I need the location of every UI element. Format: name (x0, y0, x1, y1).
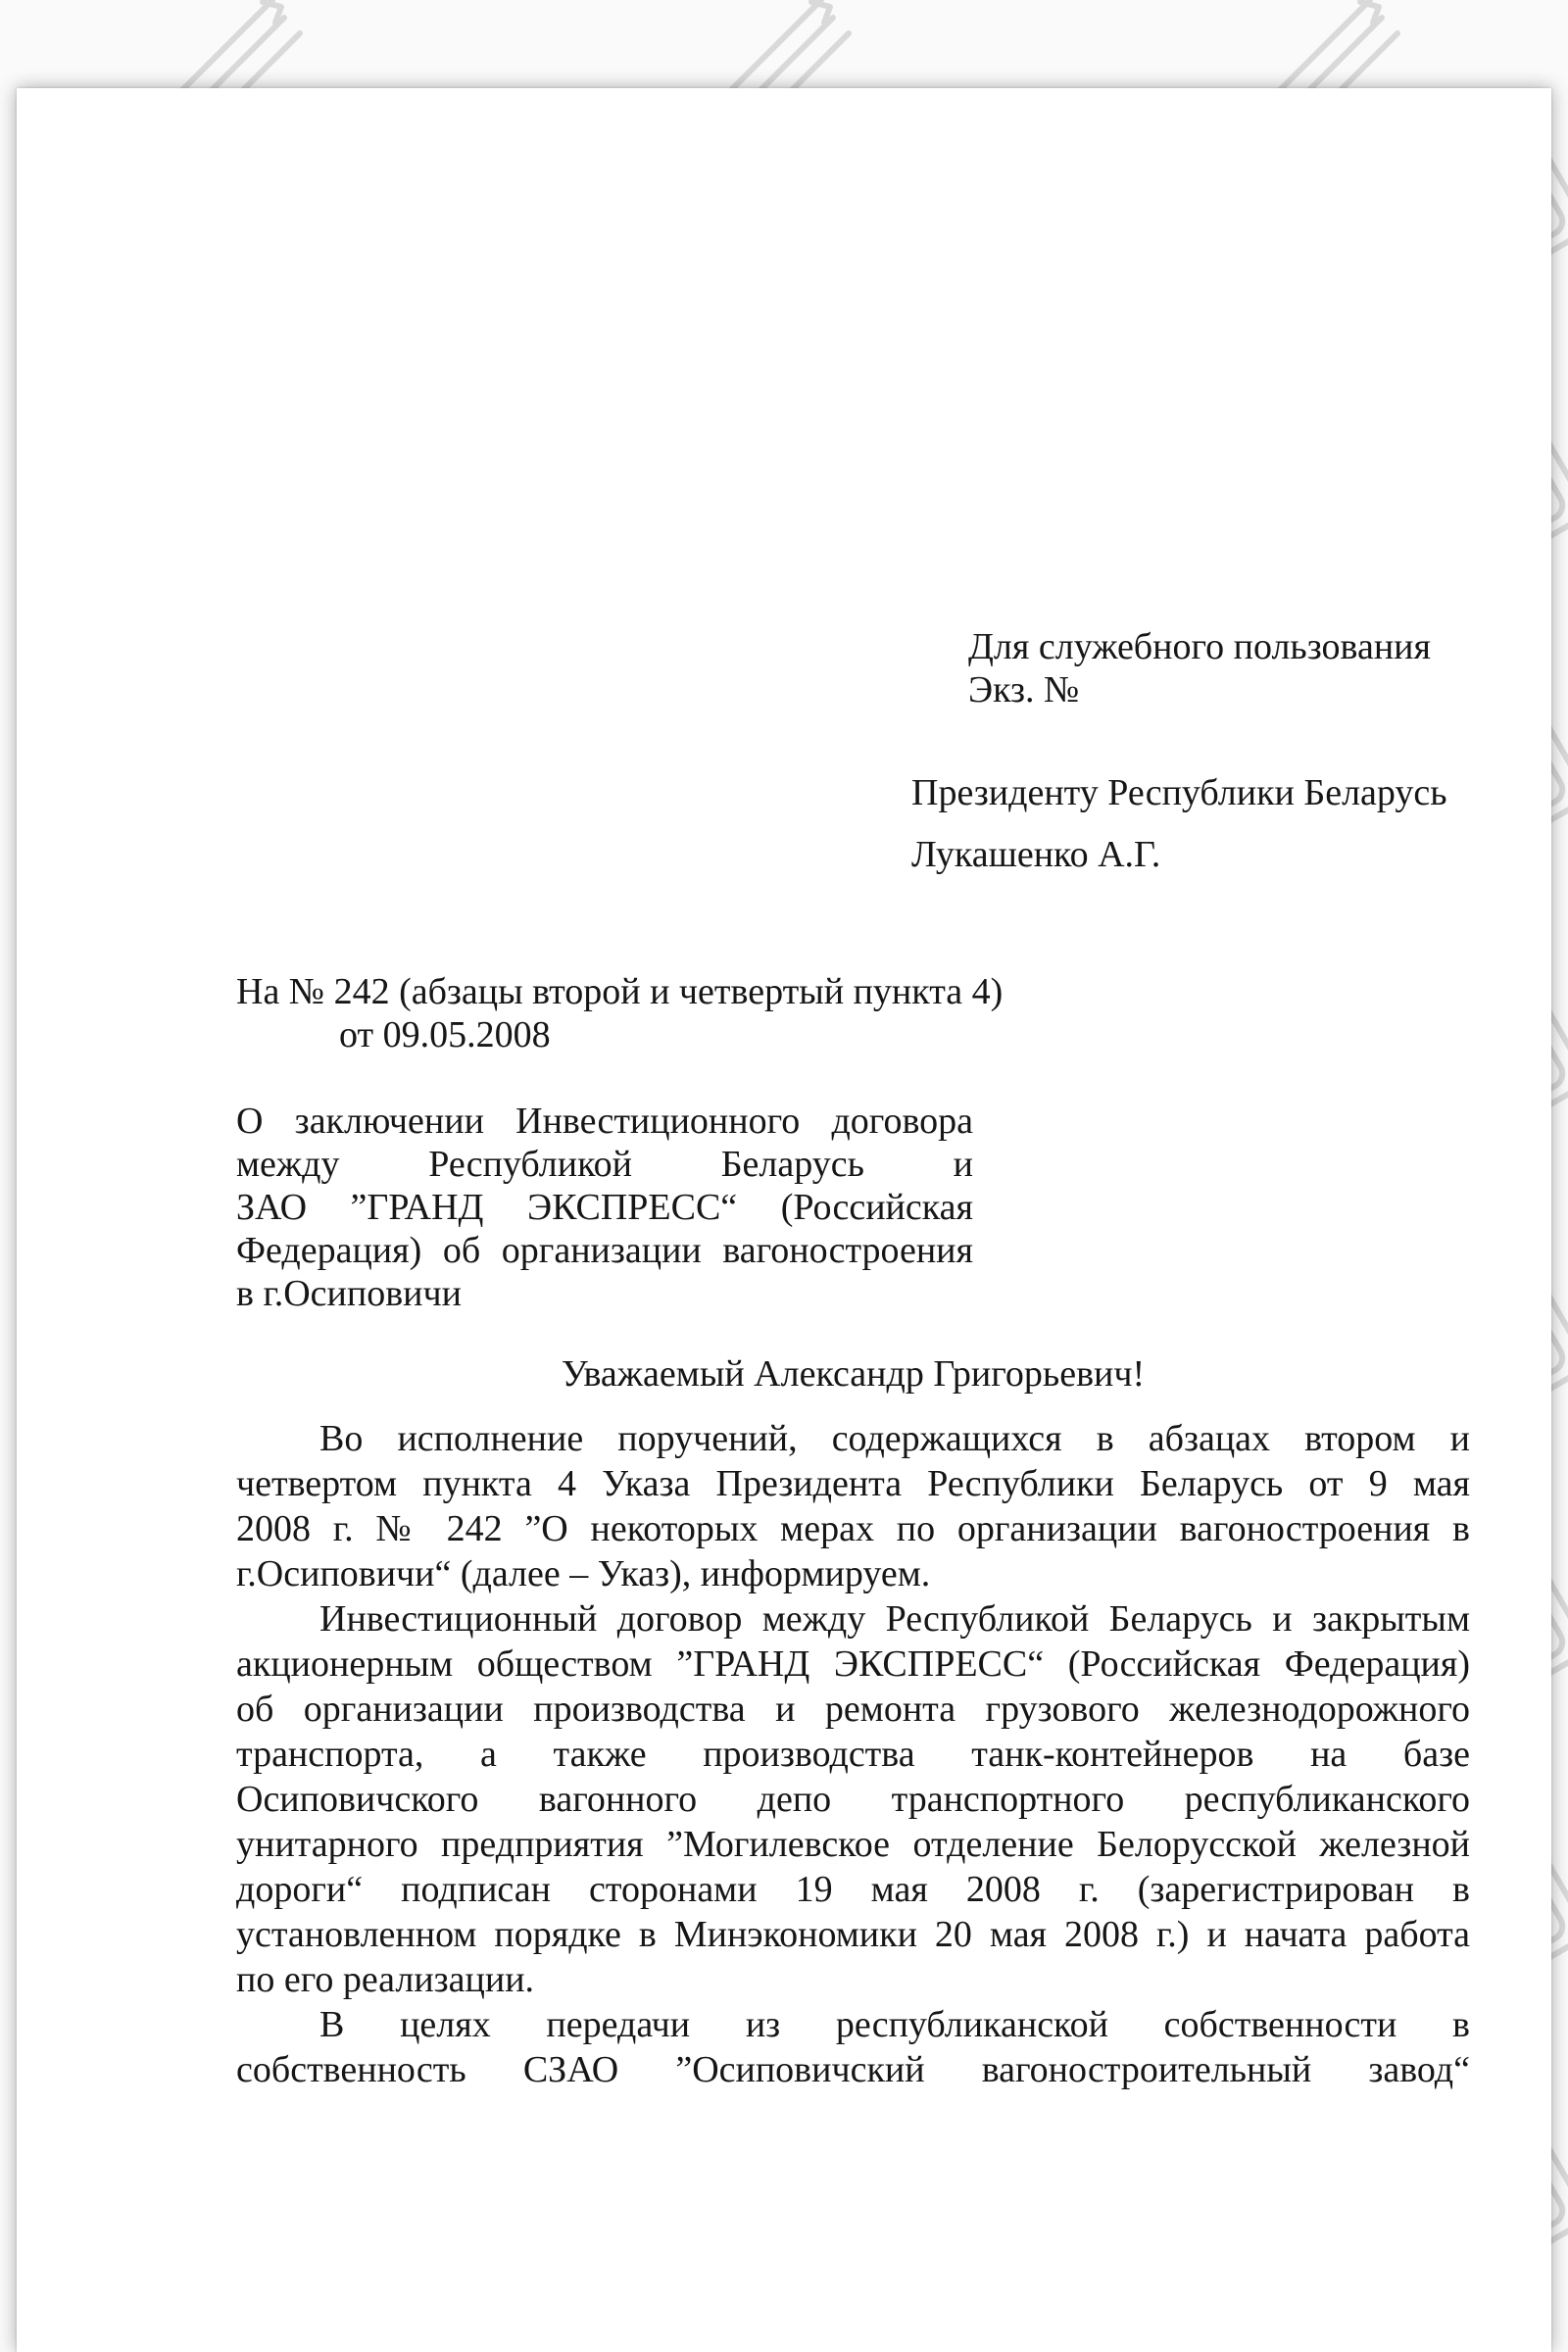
body-line: Осиповичского вагонного депо транспортного республиканского (236, 1779, 1470, 1820)
body-line: Во исполнение поручений, содержащихся в абзацах втором и (319, 1418, 1470, 1459)
body-line: четвертом пункта 4 Указа Президента Республики Беларусь от 9 мая (236, 1463, 1470, 1504)
subject-line: в г.Осиповичи (236, 1273, 462, 1314)
letter-body (236, 1416, 1470, 2092)
addressee-name: Лукашенко А.Г. (911, 834, 1161, 875)
body-line: Инвестиционный договор между Республикой Беларусь и закрытым (319, 1598, 1470, 1640)
copy-number-line: Экз. № (968, 669, 1080, 710)
addressee-title: Президенту Республики Беларусь (911, 772, 1447, 813)
body-line: 2008 г. № 242 ”О некоторых мерах по организации вагоностроения в (236, 1508, 1470, 1549)
body-line: г.Осиповичи“ (далее – Указ), информируем. (236, 1553, 931, 1594)
classification-stamp-block (968, 625, 1431, 711)
body-line: В целях передачи из республиканской собственности в (319, 2004, 1470, 2045)
body-line: собственность СЗАО ”Осиповичский вагоностроительный завод“ (236, 2049, 1470, 2090)
subject-line: Федерация) об организации вагоностроения (236, 1230, 973, 1271)
reference-block (236, 970, 1003, 1056)
reference-number-line: На № 242 (абзацы второй и четвертый пункта 4) (236, 971, 1004, 1012)
salutation: Уважаемый Александр Григорьевич! (561, 1353, 1146, 1395)
subject-line: О заключении Инвестиционного договора (236, 1101, 973, 1142)
body-line: унитарного предприятия ”Могилевское отделение Белорусской железной (236, 1824, 1470, 1865)
body-line: акционерным обществом ”ГРАНД ЭКСПРЕСС“ (Российская Федерация) (236, 1643, 1470, 1685)
subject-block (236, 1100, 973, 1315)
body-line: по его реализации. (236, 1959, 535, 2000)
body-line: установленном порядке в Минэкономики 20 мая 2008 г.) и начата работа (236, 1914, 1470, 1955)
body-line: об организации производства и ремонта грузового железнодорожного (236, 1689, 1470, 1730)
body-line: транспорта, а также производства танк-контейнеров на базе (236, 1734, 1470, 1775)
subject-line: ЗАО ”ГРАНД ЭКСПРЕСС“ (Российская (236, 1187, 973, 1228)
reference-date-line: от 09.05.2008 (339, 1014, 551, 1055)
document-page (17, 88, 1551, 2352)
subject-line: между Республикой Беларусь и (236, 1144, 973, 1185)
addressee-block (911, 762, 1447, 886)
body-line: дороги“ подписан сторонами 19 мая 2008 г. (зарегистрирован в (236, 1869, 1470, 1910)
classification-stamp: Для служебного пользования (968, 626, 1431, 667)
